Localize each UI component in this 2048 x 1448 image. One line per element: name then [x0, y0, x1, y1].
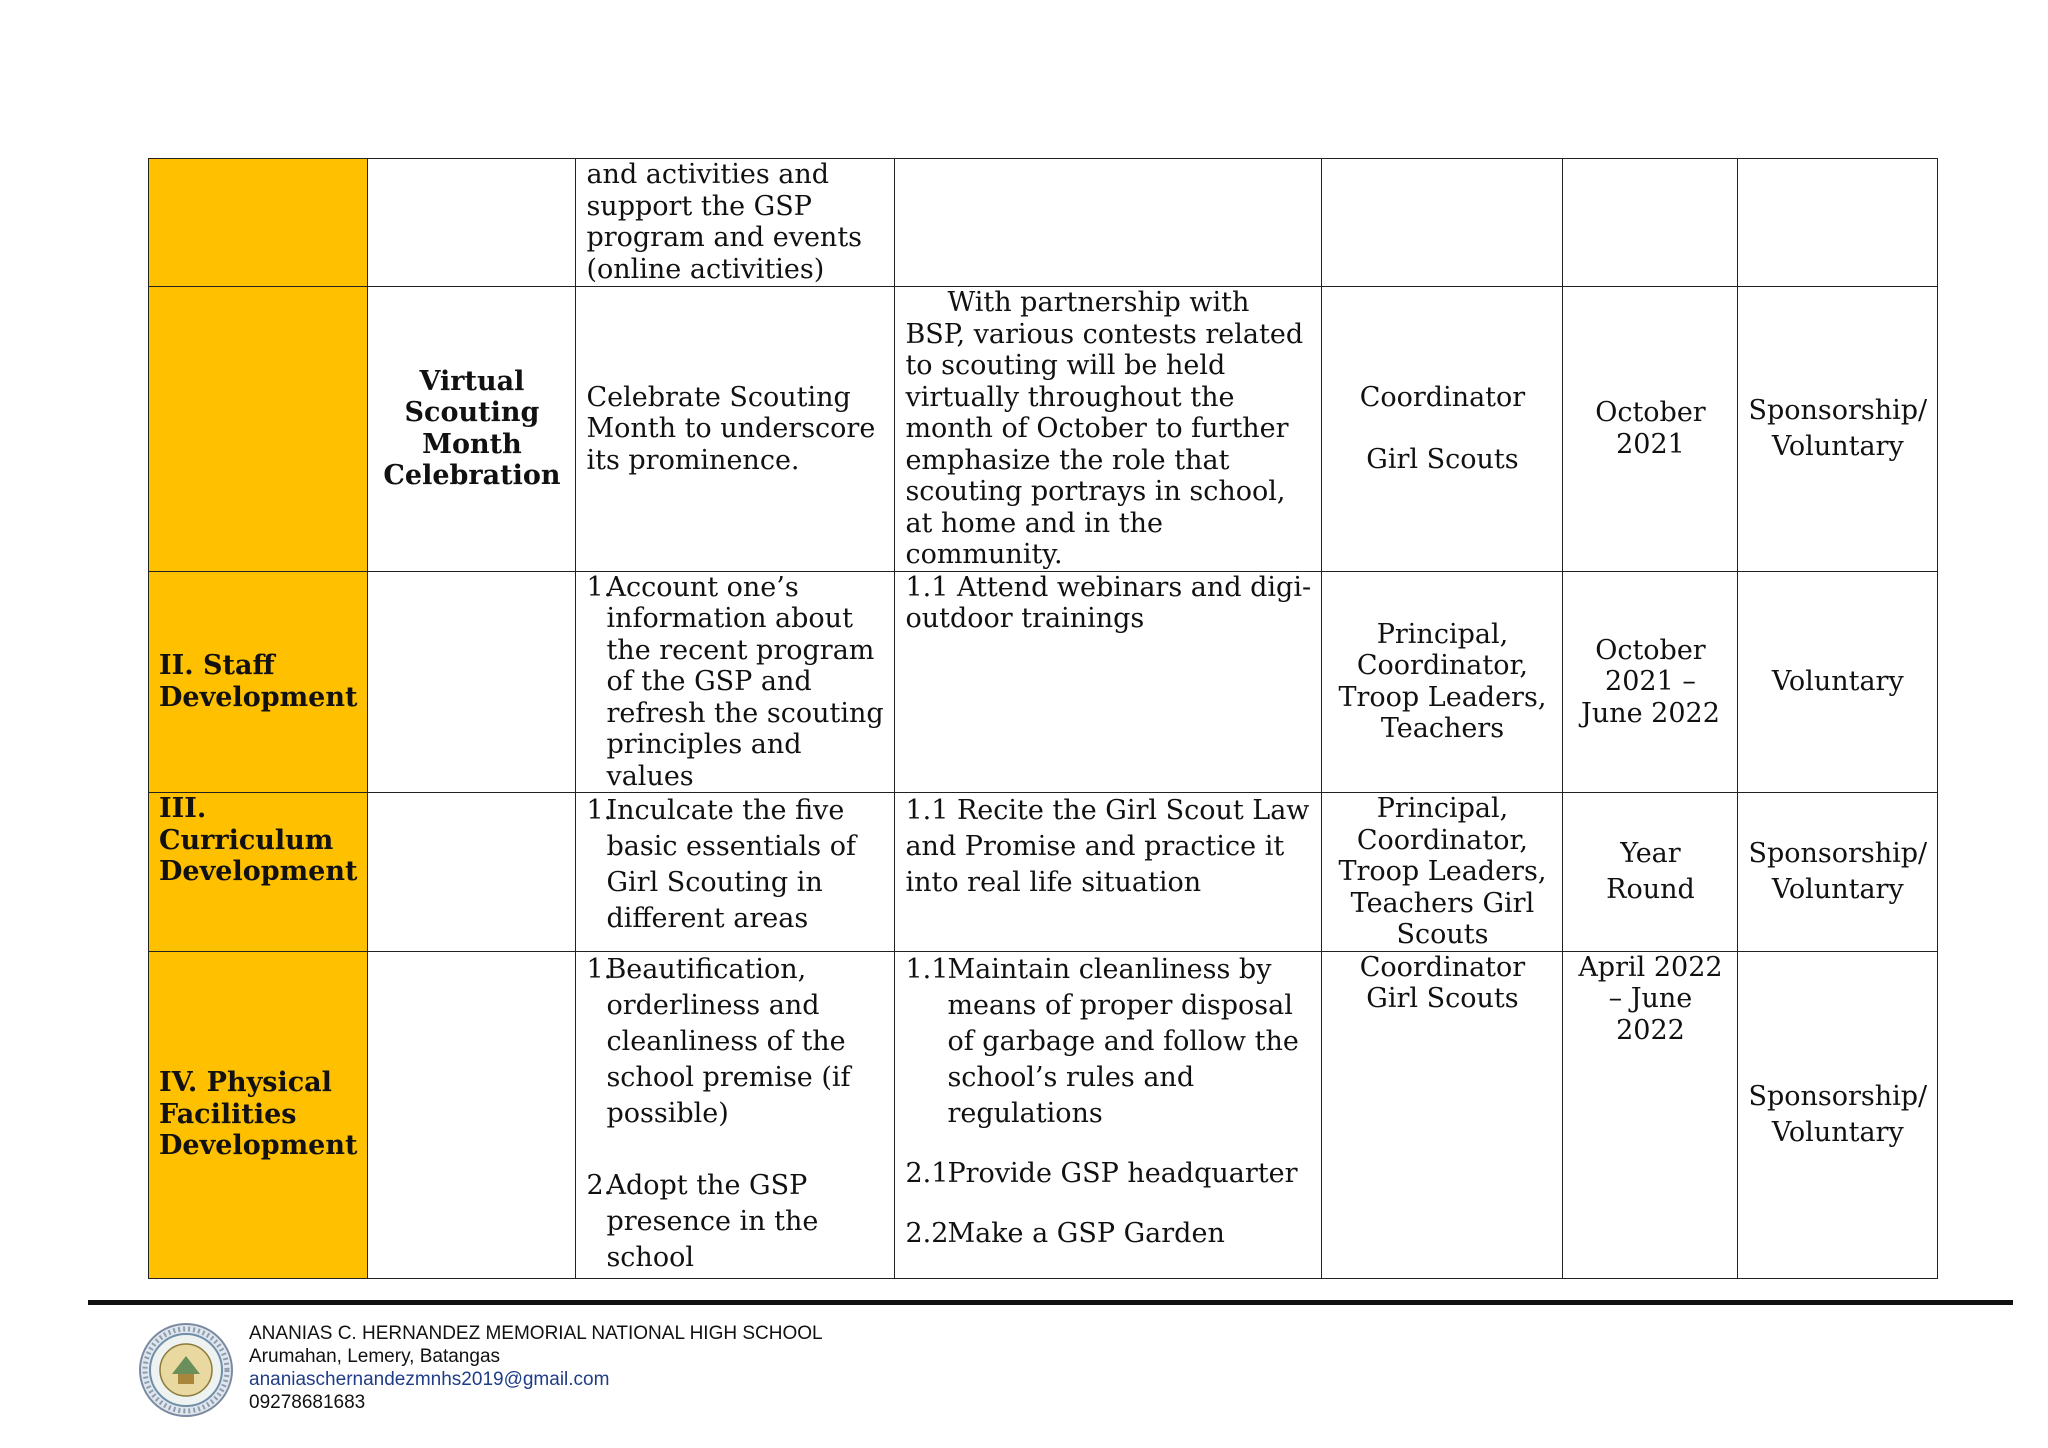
school-address: Arumahan, Lemery, Batangas — [249, 1346, 501, 1367]
funds-cell: Sponsorship/ Voluntary — [1738, 793, 1938, 952]
persons-cell — [1322, 287, 1563, 572]
action-plan-table — [148, 158, 1938, 1279]
objective-item — [586, 1168, 884, 1276]
table-row — [149, 951, 1938, 1278]
time-frame-cell — [1563, 159, 1738, 287]
objective-item — [586, 572, 884, 793]
time-frame-cell: October 2021 — [1563, 287, 1738, 572]
funds-cell: Sponsorship/ Voluntary — [1738, 951, 1938, 1278]
objective-number: 2. — [586, 1169, 613, 1201]
activity-cell — [895, 793, 1322, 952]
program-cell — [368, 159, 576, 287]
program-cell — [368, 951, 576, 1278]
area-cell: IV. Physical Facilities Development — [149, 951, 368, 1278]
program-name: Virtual Scouting Month Celebration — [368, 287, 576, 572]
objective-number: 1. — [586, 571, 613, 603]
time-frame-cell: October 2021 – June 2022 — [1563, 571, 1738, 793]
persons-cell: Principal, Coordinator, Troop Leaders, Teachers Girl Scouts — [1322, 793, 1563, 952]
activity-cell — [895, 571, 1322, 793]
activity-cell — [895, 951, 1322, 1278]
school-name: ANANIAS C. HERNANDEZ MEMORIAL NATIONAL HIGH SCHOOL — [249, 1323, 823, 1344]
activity-number: 1.1 — [905, 953, 949, 985]
time-frame-cell: Year Round — [1563, 793, 1738, 952]
persons-cell: Principal, Coordinator, Troop Leaders, Teachers — [1322, 571, 1563, 793]
objective-cell — [576, 951, 895, 1278]
activity-item — [905, 1216, 1311, 1252]
objective-cell — [576, 287, 895, 572]
activity-text: Provide GSP headquarter — [947, 1157, 1298, 1189]
activity-number: 2.2 — [905, 1217, 949, 1249]
objective-text: Inculcate the five basic essentials of Girl Scouting in different areas — [606, 795, 856, 934]
footer-info — [249, 1322, 823, 1414]
funds-cell: Sponsorship/ Voluntary — [1738, 287, 1938, 572]
objective-number: 1. — [586, 953, 613, 985]
area-cell — [149, 287, 368, 572]
activity-number: 2.1 — [905, 1157, 949, 1189]
persons-cell: Coordinator Girl Scouts — [1322, 951, 1563, 1278]
objective-text: Beautification, orderliness and cleanliness of the school premise (if possible) — [606, 953, 851, 1129]
objective-item — [586, 793, 884, 937]
school-email[interactable]: ananiaschernandezmnhs2019@gmail.com — [249, 1369, 610, 1390]
funds-cell: Voluntary — [1738, 571, 1938, 793]
school-seal-icon — [138, 1322, 234, 1418]
objective-item — [586, 952, 884, 1132]
activity-text: 1.1 Recite the Girl Scout Law and Promise and practice it into real life situation — [905, 795, 1310, 898]
school-phone: 09278681683 — [249, 1392, 366, 1413]
area-cell: II. Staff Development — [149, 571, 368, 793]
area-cell — [149, 159, 368, 287]
activity-item — [905, 952, 1311, 1132]
table-row — [149, 287, 1938, 572]
table-row — [149, 159, 1938, 287]
objective-text: Adopt the GSP presence in the school — [606, 1169, 819, 1273]
activity-text: Make a GSP Garden — [947, 1217, 1225, 1249]
persons-coordinator: Coordinator — [1359, 381, 1526, 413]
activity-text: Maintain cleanliness by means of proper disposal of garbage and follow the school’s rules and regulations — [947, 953, 1299, 1129]
area-cell: III. Curriculum Development — [149, 793, 368, 952]
objective-text: Account one’s information about the recent program of the GSP and refresh the scouting principles and values — [606, 571, 884, 792]
objective-number: 1. — [586, 795, 613, 826]
footer-divider — [88, 1300, 2013, 1305]
objective-cell — [576, 571, 895, 793]
activity-cell — [895, 159, 1322, 287]
activity-text: 1.1 Attend webinars and digi-outdoor trainings — [905, 571, 1312, 634]
funds-cell — [1738, 159, 1938, 287]
table-row — [149, 793, 1938, 952]
objective-text: Celebrate Scouting Month to underscore its prominence. — [586, 381, 876, 476]
time-frame-cell: April 2022 – June 2022 — [1563, 951, 1738, 1278]
objective-cell — [576, 159, 895, 287]
persons-girl-scouts: Girl Scouts — [1366, 444, 1519, 476]
activity-cell — [895, 287, 1322, 572]
activity-text: With partnership with BSP, various contests related to scouting will be held virtually throughout the month of October to further emphasize the role that scouting portrays in school, at home and in the community. — [905, 287, 1304, 570]
program-cell — [368, 793, 576, 952]
objective-cell — [576, 793, 895, 952]
table-row — [149, 571, 1938, 793]
objective-text: and activities and support the GSP program and events (online activities) — [586, 159, 863, 285]
program-cell — [368, 571, 576, 793]
activity-item — [905, 1156, 1311, 1192]
persons-cell — [1322, 159, 1563, 287]
